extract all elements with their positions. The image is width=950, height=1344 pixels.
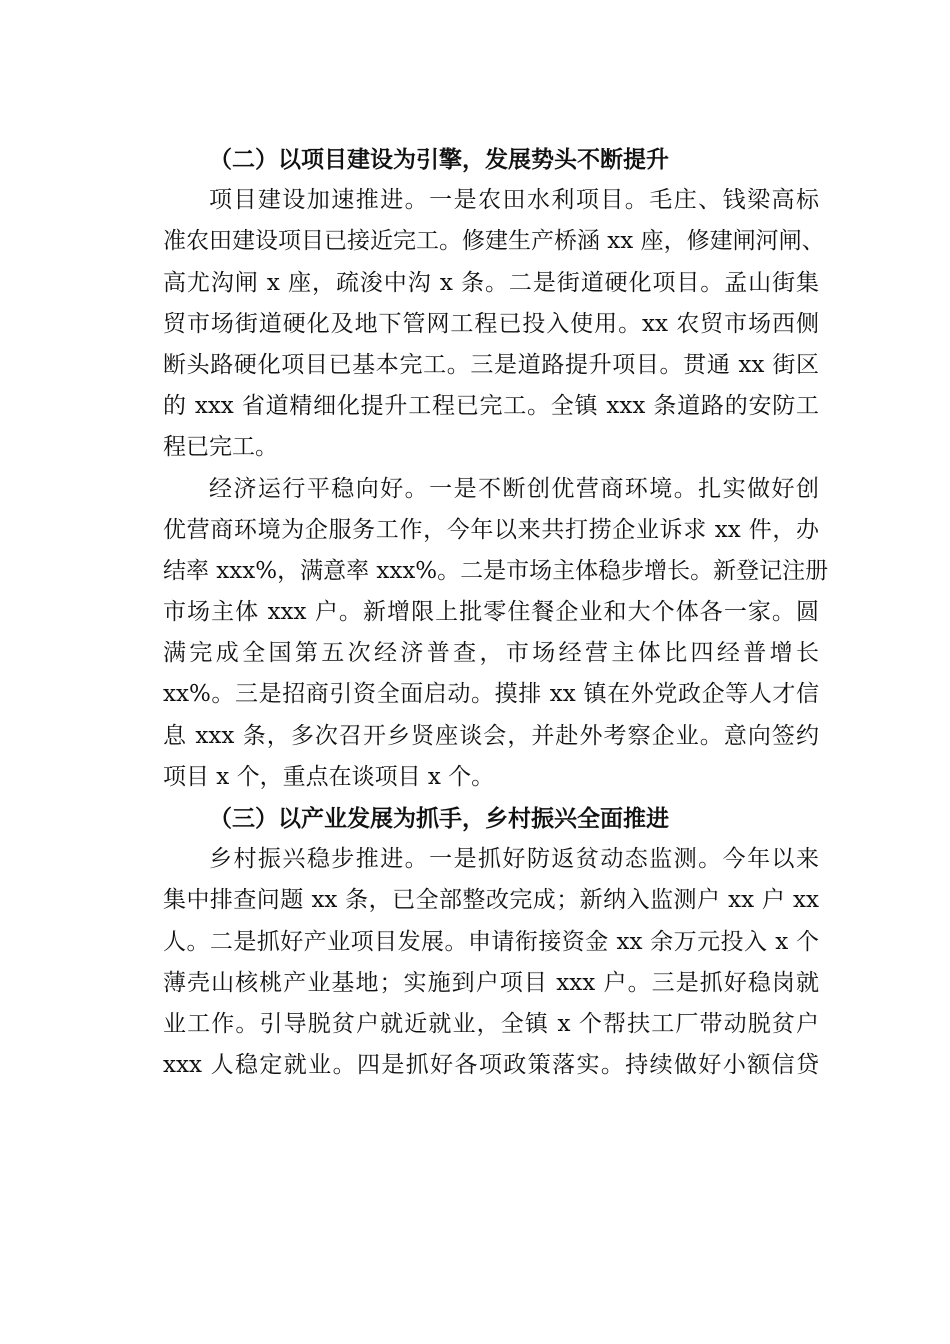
paragraph-line: 业工作。引导脱贫户就近就业，全镇 x 个帮扶工厂带动脱贫户 xyxy=(163,1010,819,1037)
paragraph-line: 断头路硬化项目已基本完工。三是道路提升项目。贯通 xx 街区 xyxy=(163,351,819,378)
paragraph-line: xxx 人稳定就业。四是抓好各项政策落实。持续做好小额信贷 xyxy=(163,1052,819,1079)
paragraph-line: 集中排查问题 xx 条，已全部整改完成；新纳入监测户 xx 户 xx xyxy=(163,887,819,914)
paragraph-line: 的 xxx 省道精细化提升工程已完工。全镇 xxx 条道路的安防工 xyxy=(163,393,819,420)
paragraph-line: 程已完工。 xyxy=(163,434,278,461)
paragraph-line: xx%。三是招商引资全面启动。摸排 xx 镇在外党政企等人才信 xyxy=(163,681,819,708)
paragraph-line: 贸市场街道硬化及地下管网工程已投入使用。xx 农贸市场西侧 xyxy=(163,310,819,337)
paragraph-line: 优营商环境为企服务工作，今年以来共打捞企业诉求 xx 件，办 xyxy=(163,516,819,543)
paragraph-line: 薄壳山核桃产业基地；实施到户项目 xxx 户。三是抓好稳岗就 xyxy=(163,969,819,996)
section-heading: （三）以产业发展为抓手，乡村振兴全面推进 xyxy=(209,805,669,832)
paragraph-line: 乡村振兴稳步推进。一是抓好防返贫动态监测。今年以来 xyxy=(209,846,819,873)
paragraph-line: 准农田建设项目已接近完工。修建生产桥涵 xx 座，修建闸河闸、 xyxy=(163,228,825,255)
paragraph-line: 满完成全国第五次经济普查，市场经营主体比四经普增长 xyxy=(163,640,819,667)
paragraph-line: 市场主体 xxx 户。新增限上批零住餐企业和大个体各一家。圆 xyxy=(163,599,819,626)
paragraph-line: 经济运行平稳向好。一是不断创优营商环境。扎实做好创 xyxy=(209,475,819,502)
paragraph-line: 结率 xxx%，满意率 xxx%。二是市场主体稳步增长。新登记注册 xyxy=(163,557,829,584)
paragraph-line: 人。二是抓好产业项目发展。申请衔接资金 xx 余万元投入 x 个 xyxy=(163,928,819,955)
paragraph-line: 息 xxx 条，多次召开乡贤座谈会，并赴外考察企业。意向签约 xyxy=(163,722,819,749)
paragraph-line: 项目 x 个，重点在谈项目 x 个。 xyxy=(163,763,495,790)
section-heading: （二）以项目建设为引擎，发展势头不断提升 xyxy=(209,146,669,173)
paragraph-line: 高尤沟闸 x 座，疏浚中沟 x 条。二是街道硬化项目。孟山街集 xyxy=(163,269,819,296)
paragraph-line: 项目建设加速推进。一是农田水利项目。毛庄、钱梁高标 xyxy=(209,187,819,214)
document-body xyxy=(163,139,829,1086)
